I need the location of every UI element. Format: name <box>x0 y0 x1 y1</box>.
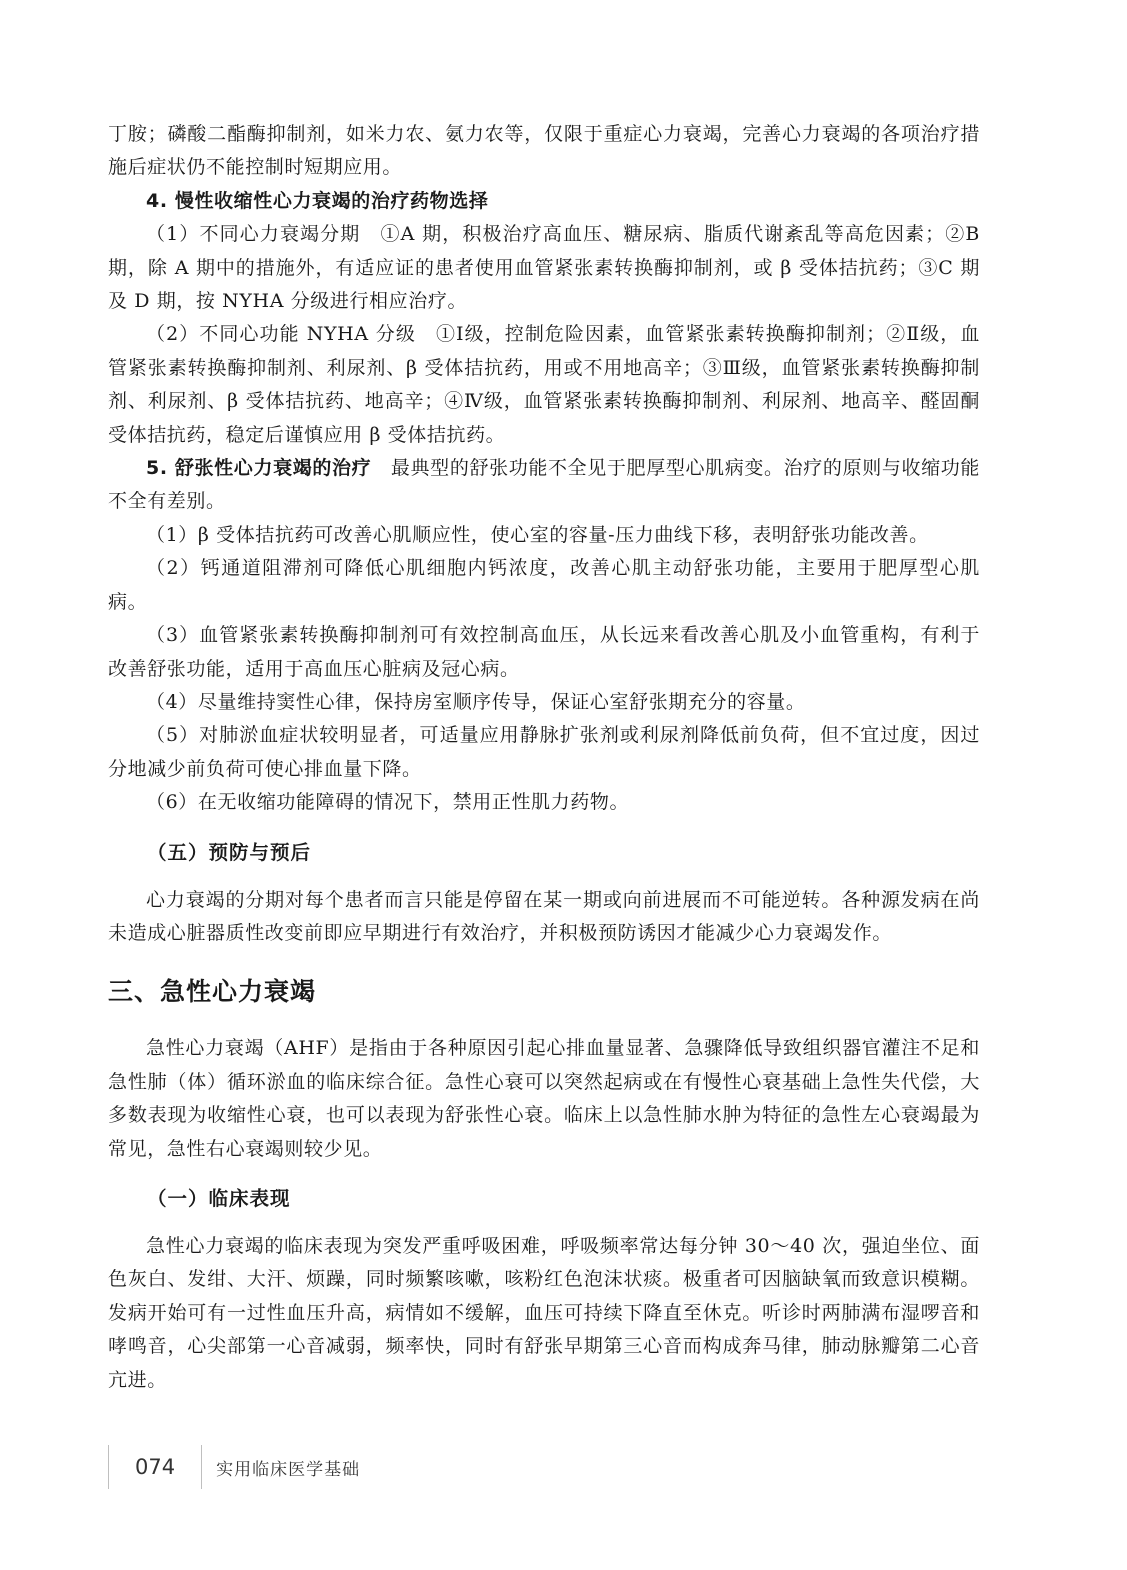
paragraph-clinical-manifestations: 急性心力衰竭的临床表现为突发严重呼吸困难，呼吸频率常达每分钟 30～40 次，强迫坐位、面色灰白、发绀、大汗、烦躁，同时频繁咳嗽，咳粉红色泡沫状痰。极重者可因脑缺氧而致意识模糊。发病开始可有一过性血压升高，病情如不缓解，血压可持续下降直至休克。听诊时两肺满布湿啰音和哮鸣音，心尖部第一心音减弱，频率快，同时有舒张早期第三心音而构成奔马律，肺动脉瓣第二心音亢进。 <box>108 1234 980 1391</box>
paragraph-hf-stages: （1）不同心力衰竭分期 ①A 期，积极治疗高血压、糖尿病、脂质代谢紊乱等高危因素；②B 期，除 A 期中的措施外，有适应证的患者使用血管紧张素转换酶抑制剂，或 β 受体拮抗药；③C 期及 D 期，按 NYHA 分级进行相应治疗。 <box>108 223 980 313</box>
chapter-heading-acute-hf: 三、急性心力衰竭 <box>108 977 317 1007</box>
paragraph-acute-hf-definition: 急性心力衰竭（AHF）是指由于各种原因引起心排血量显著、急骤降低导致组织器官灌注不足和急性肺（体）循环淤血的临床综合征。急性心衰可以突然起病或在有慢性心衰基础上急性失代偿，大多数表现为收缩性心衰，也可以表现为舒张性心衰。临床上以急性肺水肿为特征的急性左心衰竭最为常见，急性右心衰竭则较少见。 <box>108 1037 980 1160</box>
paragraph-acei: （3）血管紧张素转换酶抑制剂可有效控制高血压，从长远来看改善心肌及小血管重构，有利于改善舒张功能，适用于高血压心脏病及冠心病。 <box>108 624 980 680</box>
paragraph-calcium-channel: （2）钙通道阻滞剂可降低心肌细胞内钙浓度，改善心肌主动舒张功能，主要用于肥厚型心肌病。 <box>108 557 980 613</box>
paragraph-pulmonary-congestion: （5）对肺淤血症状较明显者，可适量应用静脉扩张剂或利尿剂降低前负荷，但不宜过度，因过分地减少前负荷可使心排血量下降。 <box>108 724 980 780</box>
footer-divider <box>201 1445 202 1489</box>
diastolic-intro-text: 最典型的舒张功能不全见于肥厚型心肌病变。治疗的原则与收缩功能不全有差别。 <box>108 457 980 513</box>
page-number: 074 <box>135 1455 176 1479</box>
paragraph-beta-blockers: （1）β 受体拮抗药可改善心肌顺应性，使心室的容量-压力曲线下移，表明舒张功能改善。 <box>146 523 929 546</box>
paragraph-inotropes: （6）在无收缩功能障碍的情况下，禁用正性肌力药物。 <box>146 791 630 814</box>
section-heading-clinical: （一）临床表现 <box>147 1186 291 1210</box>
section-heading-prevention: （五）预防与预后 <box>147 840 312 864</box>
paragraph-prevention: 心力衰竭的分期对每个患者而言只能是停留在某一期或向前进展而不可能逆转。各种源发病在尚未造成心脏器质性改变前即应早期进行有效治疗，并积极预防诱因才能减少心力衰竭发作。 <box>108 888 980 944</box>
paragraph-sinus-rhythm: （4）尽量维持窦性心律，保持房室顺序传导，保证心室舒张期充分的容量。 <box>146 690 806 713</box>
paragraph-nyha-classes: （2）不同心功能 NYHA 分级 ①Ⅰ级，控制危险因素，血管紧张素转换酶抑制剂；②Ⅱ级，血管紧张素转换酶抑制剂、利尿剂、β 受体拮抗药，用或不用地高辛；③Ⅲ级，血管紧张素转换酶抑制剂、利尿剂、β 受体拮抗药、地高辛；④Ⅳ级，血管紧张素转换酶抑制剂、利尿剂、地高辛、醛固酮受体拮抗药，稳定后谨慎应用 β 受体拮抗药。 <box>108 323 980 446</box>
subheading-chronic-systolic-drugs: 4. 慢性收缩性心力衰竭的治疗药物选择 <box>146 189 489 212</box>
paragraph-diastolic-intro <box>108 452 980 519</box>
paragraph-continued: 丁胺；磷酸二酯酶抑制剂，如米力农、氨力农等，仅限于重症心力衰竭，完善心力衰竭的各项治疗措施后症状仍不能控制时短期应用。 <box>108 123 980 179</box>
footer-divider-left <box>108 1445 109 1489</box>
book-title: 实用临床医学基础 <box>216 1459 361 1480</box>
page-footer <box>108 1448 360 1486</box>
subheading-diastolic-treatment: 5. 舒张性心力衰竭的治疗 <box>146 457 372 480</box>
page-body <box>108 118 980 1397</box>
